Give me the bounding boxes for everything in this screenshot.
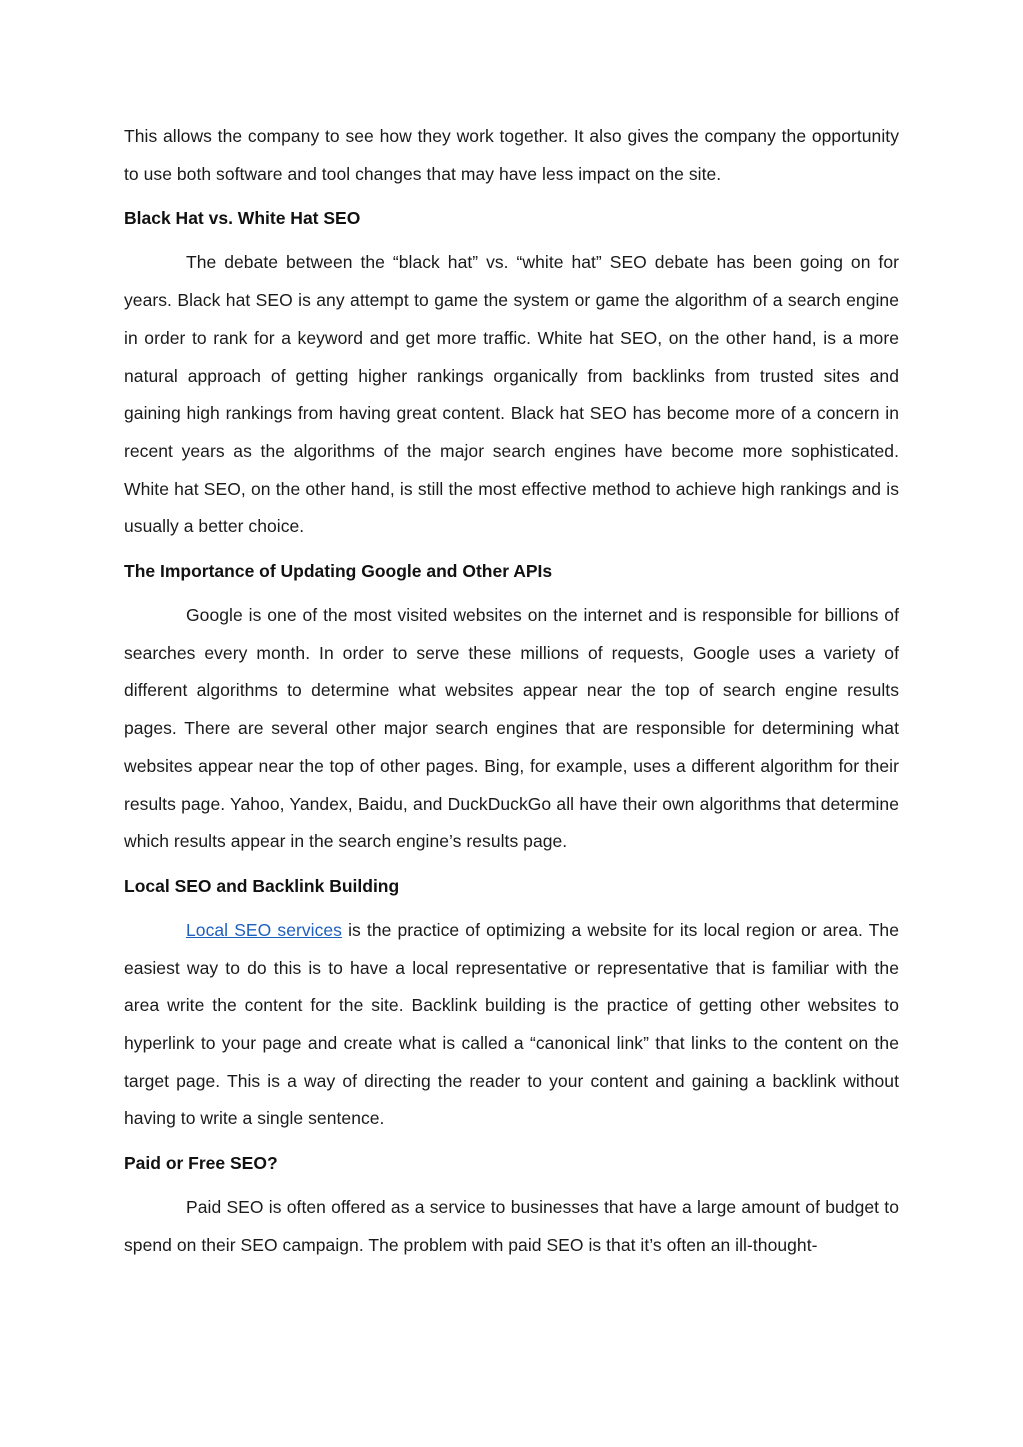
section-heading-black-hat: Black Hat vs. White Hat SEO [124,208,361,229]
section-heading-local-seo: Local SEO and Backlink Building [124,875,400,896]
intro-paragraph: This allows the company to see how they work together. It also gives the company the opportunity to use both software and tool changes that may have less impact on the site. [124,126,899,184]
local-seo-paragraph-text: is the practice of optimizing a website for its local region or area. The easiest way to do this is to have a local representative or representative that is familiar with the area write the content for the site. Backlink building is the practice of getting other websites to hyperlink to your page and create what is called a “canonical link” that links to the content on the target page. This is a way of directing the reader to your content and gaining a backlink without having to write a single sentence. [124,919,899,1129]
section-paragraph-black-hat: The debate between the “black hat” vs. “white hat” SEO debate has been going on for years. Black hat SEO is any attempt to game the system or game the algorithm of a search engine in order to rank for a keyword and get more traffic. White hat SEO, on the other hand, is a more natural approach of getting higher rankings organically from backlinks from trusted sites and gaining high rankings from having great content. Black hat SEO has become more of a concern in recent years as the algorithms of the major search engines have become more sophisticated. White hat SEO, on the other hand, is still the most effective method to achieve high rankings and is usually a better choice. [124,252,899,537]
section-paragraph-updating-apis: Google is one of the most visited websites on the internet and is responsible for billions of searches every month. In order to serve these millions of requests, Google uses a variety of different algorithms to determine what websites appear near the top of search engine results pages. There are several other major search engines that are responsible for determining what websites appear near the top of other pages. Bing, for example, uses a different algorithm for their results page. Yahoo, Yandex, Baidu, and DuckDuckGo all have their own algorithms that determine which results appear in the search engine’s results page. [124,605,899,852]
local-seo-services-link[interactable]: Local SEO services [186,919,342,940]
section-heading-updating-apis: The Importance of Updating Google and Other APIs [124,561,553,582]
section-heading-paid-or-free: Paid or Free SEO? [124,1153,278,1174]
section-paragraph-local-seo [124,912,899,1138]
section-paragraph-paid-or-free: Paid SEO is often offered as a service to businesses that have a large amount of budget to spend on their SEO campaign. The problem with paid SEO is that it’s often an ill-thought- [124,1197,899,1255]
document-body [124,118,899,1265]
